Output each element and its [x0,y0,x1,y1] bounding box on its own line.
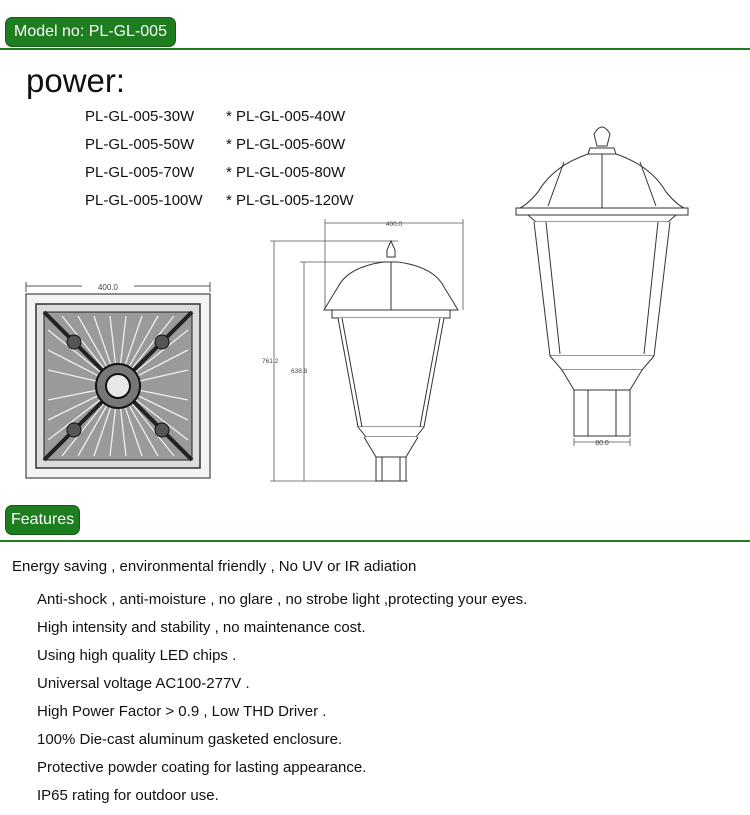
model-item: PL-GL-005-70W [85,164,195,181]
feature-item: Anti-shock , anti-moisture , no glare , no strobe light ,protecting your eyes. [37,591,528,608]
front-view-body-height-label: 638.8 [291,368,308,375]
model-item: PL-GL-005-30W [85,108,195,125]
feature-item: Using high quality LED chips . [37,647,237,664]
front-view-drawing [258,215,470,485]
feature-item: High intensity and stability , no maintenance cost. [37,619,366,636]
feature-item: IP65 rating for outdoor use. [37,787,219,804]
side-view-base-width-label: 80.0 [595,440,609,447]
model-item: * PL-GL-005-120W [226,192,354,209]
feature-item: High Power Factor > 0.9 , Low THD Driver . [37,703,327,720]
header-divider [0,48,750,50]
model-item: PL-GL-005-50W [85,136,195,153]
model-item: PL-GL-005-100W [85,192,203,209]
model-item: * PL-GL-005-60W [226,136,346,153]
features-intro: Energy saving , environmental friendly , No UV or IR adiation [12,558,417,575]
features-list [37,591,527,815]
front-view-width-label: 400.0 [385,221,403,228]
side-view-drawing [508,118,698,453]
feature-item: Universal voltage AC100-277V . [37,675,250,692]
top-view-drawing [22,280,214,480]
model-number-tag: Model no: PL-GL-005 [6,18,175,46]
model-item: * PL-GL-005-40W [226,108,346,125]
front-view-total-height-label: 761.2 [262,358,279,365]
feature-item: Protective powder coating for lasting appearance. [37,759,367,776]
power-model-list [85,107,376,210]
feature-item: 100% Die-cast aluminum gasketed enclosure. [37,731,343,748]
model-item: * PL-GL-005-80W [226,164,346,181]
features-divider [0,540,750,542]
top-view-width-label: 400.0 [97,283,119,292]
features-tag: Features [6,506,79,534]
power-title: power: [26,62,126,99]
